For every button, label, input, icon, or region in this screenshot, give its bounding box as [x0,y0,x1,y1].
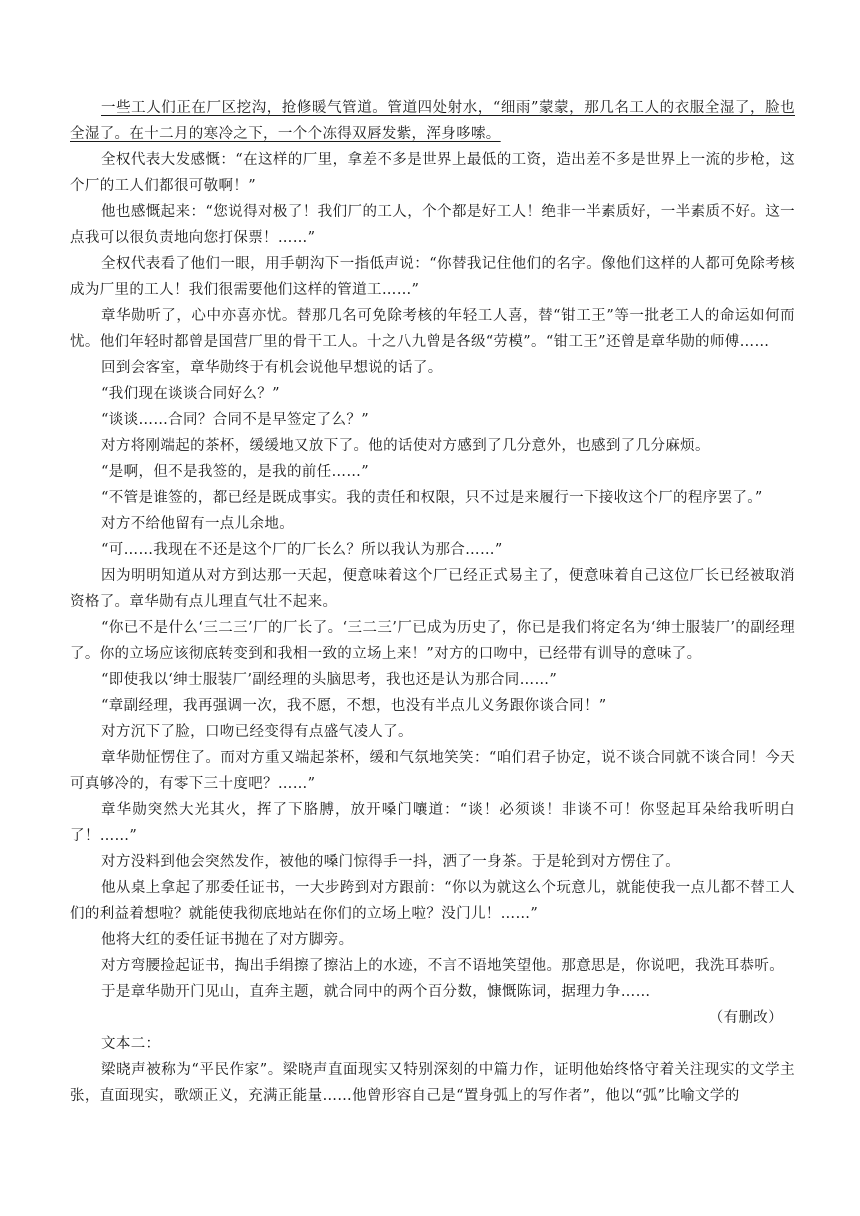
paragraph: 因为明明知道从对方到达那一天起，便意味着这个厂已经正式易主了，便意味着自己这位厂长已经被取消资格了。章华勋有点儿理直气壮不起来。 [70,568,795,610]
paragraph: 梁晓声被称为“平民作家”。梁晓声直面现实又特别深刻的中篇力作，证明他始终恪守着关注现实的文学主张，直面现实，歌颂正义，充满正能量……他曾形容自己是“置身弧上的写作者”，他以“弧”比喻文学的 [70,1062,795,1104]
paragraph: “谈谈……合同？合同不是早签定了么？” [101,412,369,428]
paragraph: 对方沉下了脸，口吻已经变得有点盛气凌人了。 [101,724,413,740]
paragraph: “我们现在谈谈合同好么？” [101,386,280,402]
paragraph: 一些工人们正在厂区挖沟，抢修暖气管道。管道四处射水，“细雨”蒙蒙，那几名工人的衣服全湿了，脸也全湿了。在十二月的寒冷之下，一个个冻得双唇发紫，浑身哆嗦。 [70,100,795,142]
paragraph: 他也感慨起来：“您说得对极了！我们厂的工人，个个都是好工人！绝非一半素质好，一半素质不好。这一点我可以很负责地向您打保票！……” [70,204,795,246]
source-note: （有删改） [708,1010,783,1026]
paragraph: “即使我以‘绅士服装厂’副经理的头脑思考，我也还是认为那合同……” [101,672,558,688]
article-body [70,95,795,1109]
paragraph: “章副经理，我再强调一次，我不愿，不想，也没有半点儿义务跟你谈合同！” [101,698,607,714]
paragraph: 对方弯腰捡起证书，掏出手绢擦了擦沾上的水迹，不言不语地笑望他。那意思是，你说吧，我洗耳恭听。 [101,958,785,974]
paragraph: 于是章华勋开门见山，直奔主题，就合同中的两个百分数，慷慨陈词，据理力争…… [101,984,651,1000]
paragraph: “可……我现在不还是这个厂的厂长么？所以我认为那合……” [101,542,503,558]
section-heading: 文本二： [101,1036,161,1052]
paragraph: 章华勋怔愣住了。而对方重又端起茶杯，缓和气氛地笑笑：“咱们君子协定，说不谈合同就不谈合同！今天可真够冷的，有零下三十度吧？……” [70,750,795,792]
paragraph: 章华勋突然大光其火，挥了下胳膊，放开嗓门嚷道：“谈！必须谈！非谈不可！你竖起耳朵给我听明白了！……” [70,802,795,844]
paragraph: “你已不是什么‘三二三’厂的厂长了。‘三二三’厂已成为历史了，你已是我们将定名为‘绅士服装厂’的副经理了。你的立场应该彻底转变到和我相一致的立场上来！”对方的口吻中，已经带有训导的意味了。 [70,620,795,662]
paragraph: 回到会客室，章华勋终于有机会说他早想说的话了。 [101,360,443,376]
paragraph: 章华勋听了，心中亦喜亦忧。替那几名可免除考核的年轻工人喜，替“钳工王”等一批老工人的命运如何而忧。他们年轻时都曾是国营厂里的骨干工人。十之八九曾是各级“劳模”。“钳工王”还曾是章华勋的师傅…… [70,308,795,350]
paragraph: 全权代表看了他们一眼，用手朝沟下一指低声说：“你替我记住他们的名字。像他们这样的人都可免除考核成为厂里的工人！我们很需要他们这样的管道工……” [70,256,795,298]
paragraph: 对方不给他留有一点儿余地。 [101,516,295,532]
paragraph: “不管是谁签的，都已经是既成事实。我的责任和权限，只不过是来履行一下接收这个厂的程序罢了。” [101,490,763,506]
paragraph: 他从桌上拿起了那委任证书，一大步跨到对方跟前：“你以为就这么个玩意儿，就能使我一点儿都不替工人们的利益着想啦？就能使我彻底地站在你们的立场上啦？没门儿！……” [70,880,795,922]
paragraph: 对方没料到他会突然发作，被他的嗓门惊得手一抖，洒了一身茶。于是轮到对方愣住了。 [101,854,681,870]
paragraph: 他将大红的委任证书抛在了对方脚旁。 [101,932,354,948]
paragraph: “是啊，但不是我签的，是我的前任……” [101,464,369,480]
paragraph: 对方将刚端起的茶杯，缓缓地又放下了。他的话使对方感到了几分意外，也感到了几分麻烦。 [101,438,710,454]
paragraph: 全权代表大发感慨：“在这样的厂里，拿差不多是世界上最低的工资，造出差不多是世界上一流的步枪，这个厂的工人们都很可敬啊！” [70,152,795,194]
